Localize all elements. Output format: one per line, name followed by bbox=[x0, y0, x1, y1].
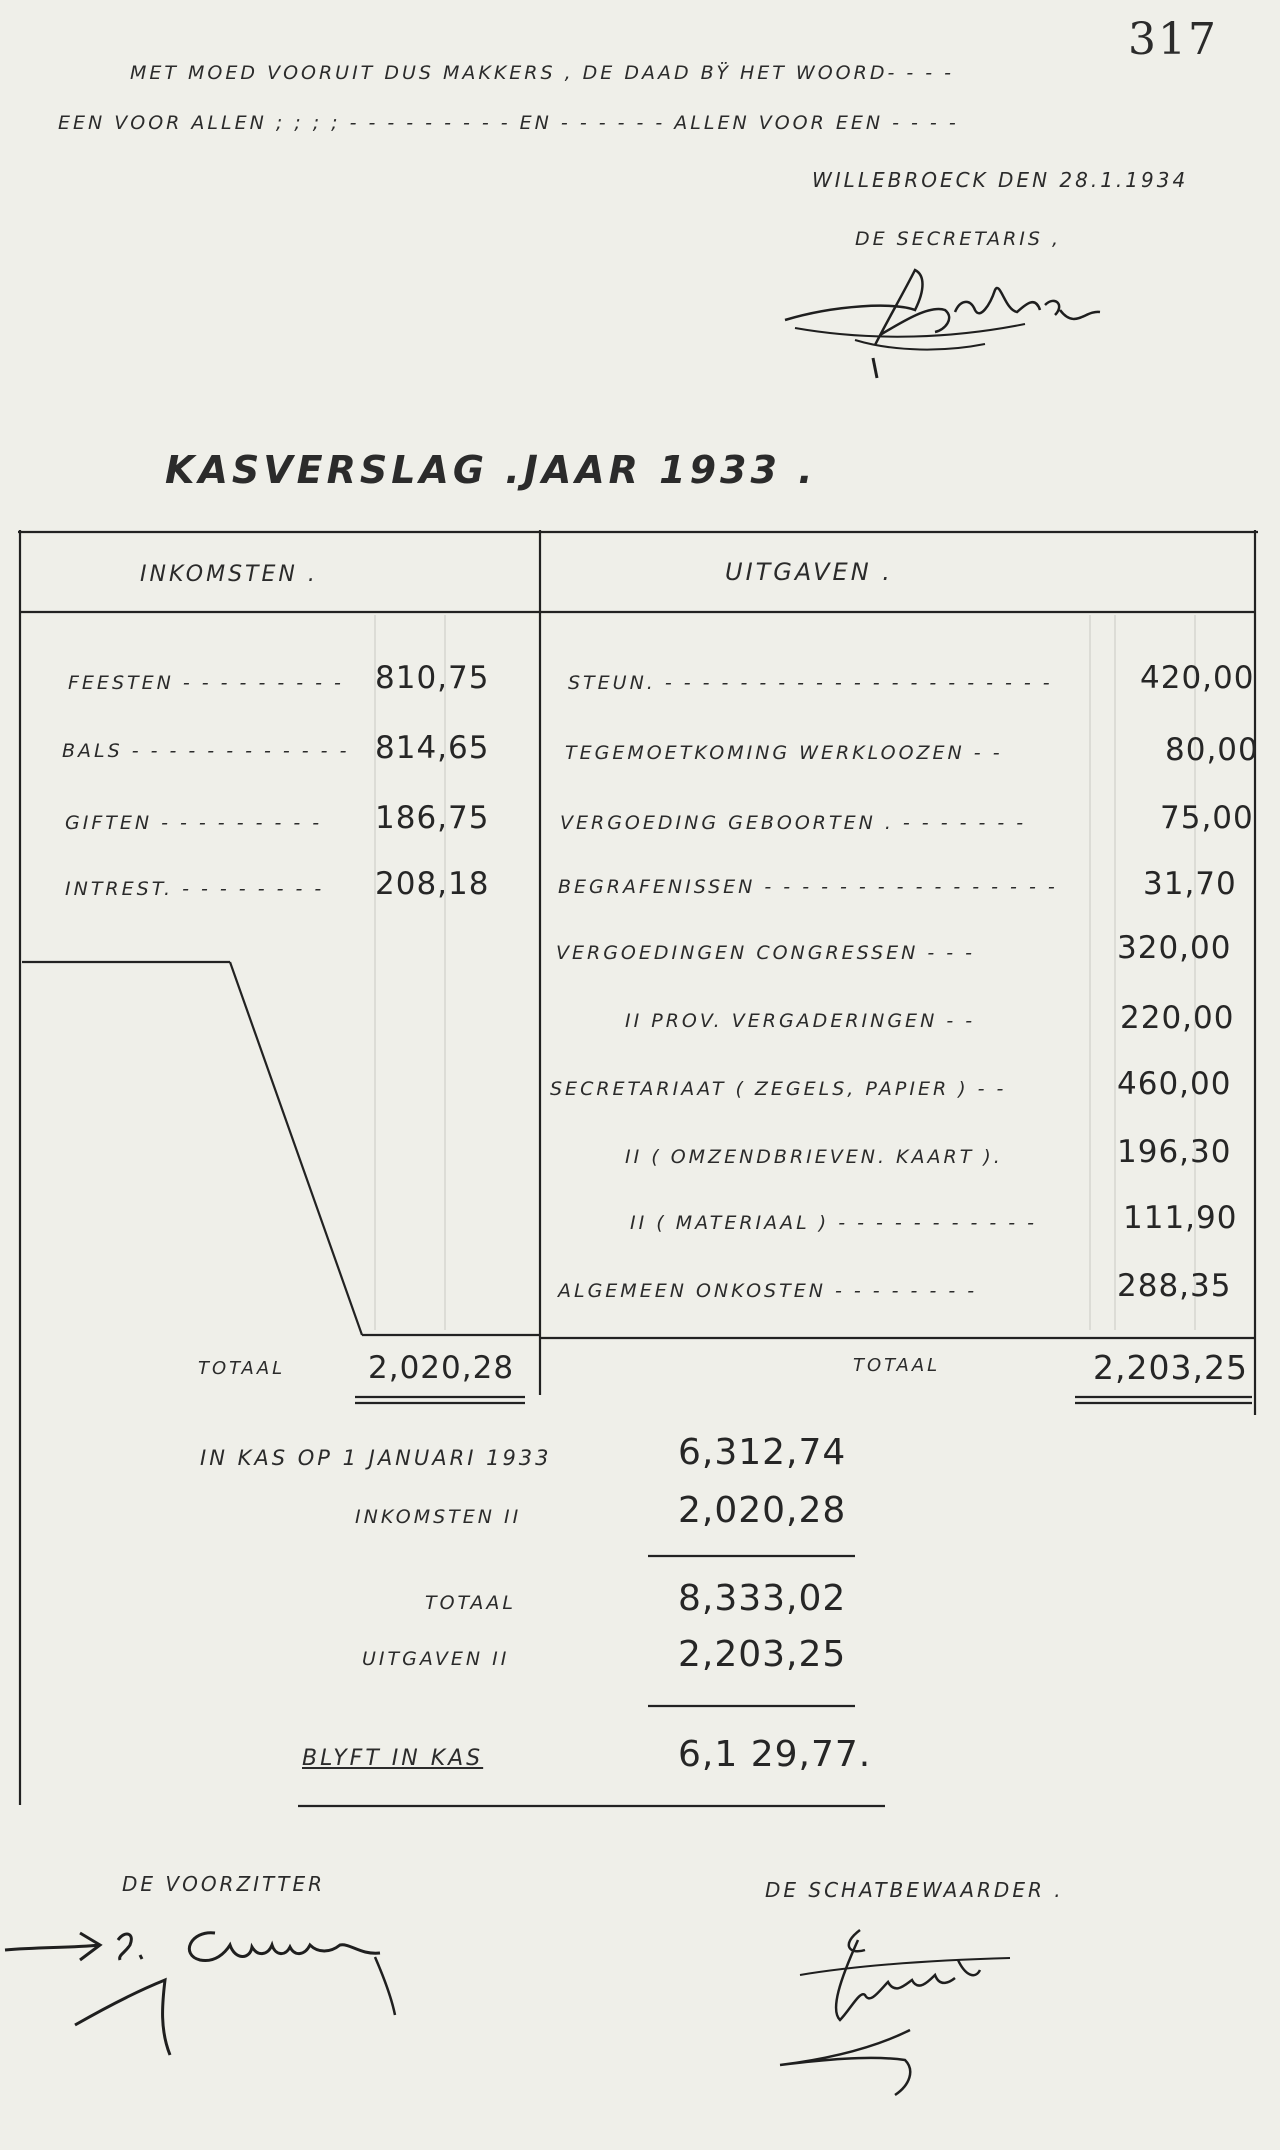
remaining-label: BLYFT IN KAS bbox=[302, 1746, 484, 1771]
income-amount: 810,75 bbox=[375, 660, 490, 696]
report-title: KASVERSLAG .JAAR 1933 . bbox=[165, 448, 817, 492]
expense-label: II ( OMZENDBRIEVEN. KAART ). bbox=[625, 1146, 1003, 1168]
income-amount: 814,65 bbox=[375, 730, 490, 766]
income-label: BALS - - - - - - - - - - - - bbox=[62, 740, 350, 762]
expense-amount: 220,00 bbox=[1120, 1000, 1235, 1036]
income-header: INKOMSTEN . bbox=[140, 562, 318, 587]
expense-amount: 75,00 bbox=[1160, 800, 1254, 836]
opening-balance: 6,312,74 bbox=[678, 1432, 847, 1473]
expense-label: TEGEMOETKOMING WERKLOOZEN - - bbox=[565, 742, 1003, 764]
expense-amount: 111,90 bbox=[1123, 1200, 1238, 1236]
balance-income-label: INKOMSTEN II bbox=[355, 1506, 522, 1528]
expenses-header: UITGAVEN . bbox=[725, 558, 893, 586]
income-label: GIFTEN - - - - - - - - - bbox=[65, 812, 323, 834]
expense-amount: 80,00 bbox=[1165, 732, 1259, 768]
motto-line-2: EEN VOOR ALLEN ; ; ; ; - - - - - - - - - EN - - - - - - ALLEN VOOR EEN - - - - bbox=[58, 112, 959, 134]
expense-amount: 460,00 bbox=[1117, 1066, 1232, 1102]
expense-label: II PROV. VERGADERINGEN - - bbox=[625, 1010, 976, 1032]
balance-expenses: 2,203,25 bbox=[678, 1634, 847, 1675]
income-label: INTREST. - - - - - - - - bbox=[65, 878, 325, 900]
balance-income: 2,020,28 bbox=[678, 1490, 847, 1531]
income-total-label: TOTAAL bbox=[198, 1358, 286, 1379]
expense-amount: 288,35 bbox=[1117, 1268, 1232, 1304]
expense-label: SECRETARIAAT ( ZEGELS, PAPIER ) - - bbox=[550, 1078, 1007, 1100]
expenses-total: 2,203,25 bbox=[1093, 1348, 1248, 1387]
expense-label: VERGOEDINGEN CONGRESSEN - - - bbox=[556, 942, 976, 964]
place-date: WILLEBROECK DEN 28.1.1934 bbox=[812, 168, 1189, 192]
income-amount: 186,75 bbox=[375, 800, 490, 836]
expense-amount: 320,00 bbox=[1117, 930, 1232, 966]
income-total: 2,020,28 bbox=[368, 1350, 515, 1386]
secretary-title: DE SECRETARIS , bbox=[855, 228, 1062, 250]
expense-label: BEGRAFENISSEN - - - - - - - - - - - - - - - - bbox=[558, 876, 1058, 898]
expense-label: II ( MATERIAAL ) - - - - - - - - - - - bbox=[630, 1212, 1038, 1234]
chairman-title: DE VOORZITTER bbox=[122, 1872, 326, 1896]
expense-label: STEUN. - - - - - - - - - - - - - - - - - - - - - bbox=[568, 672, 1053, 694]
balance-expenses-label: UITGAVEN II bbox=[362, 1648, 510, 1670]
treasurer-signature bbox=[740, 1920, 1060, 2100]
income-label: FEESTEN - - - - - - - - - bbox=[68, 672, 344, 694]
subtotal: 8,333,02 bbox=[678, 1578, 847, 1619]
treasurer-title: DE SCHATBEWAARDER . bbox=[765, 1878, 1064, 1902]
page-number: 317 bbox=[1128, 14, 1218, 65]
expenses-total-label: TOTAAL bbox=[853, 1355, 941, 1376]
expense-amount: 31,70 bbox=[1143, 866, 1237, 902]
motto-line-1: MET MOED VOORUIT DUS MAKKERS , DE DAAD BŸ HET WOORD- - - - bbox=[130, 62, 954, 84]
subtotal-label: TOTAAL bbox=[425, 1592, 517, 1614]
remaining-balance: 6,1 29,77. bbox=[678, 1734, 872, 1775]
expense-label: ALGEMEEN ONKOSTEN - - - - - - - - bbox=[558, 1280, 978, 1302]
expense-label: VERGOEDING GEBOORTEN . - - - - - - - bbox=[560, 812, 1027, 834]
income-amount: 208,18 bbox=[375, 866, 490, 902]
expense-amount: 420,00 bbox=[1140, 660, 1255, 696]
chairman-signature bbox=[0, 1915, 420, 2065]
opening-balance-label: IN KAS OP 1 JANUARI 1933 bbox=[200, 1446, 552, 1470]
expense-amount: 196,30 bbox=[1117, 1134, 1232, 1170]
